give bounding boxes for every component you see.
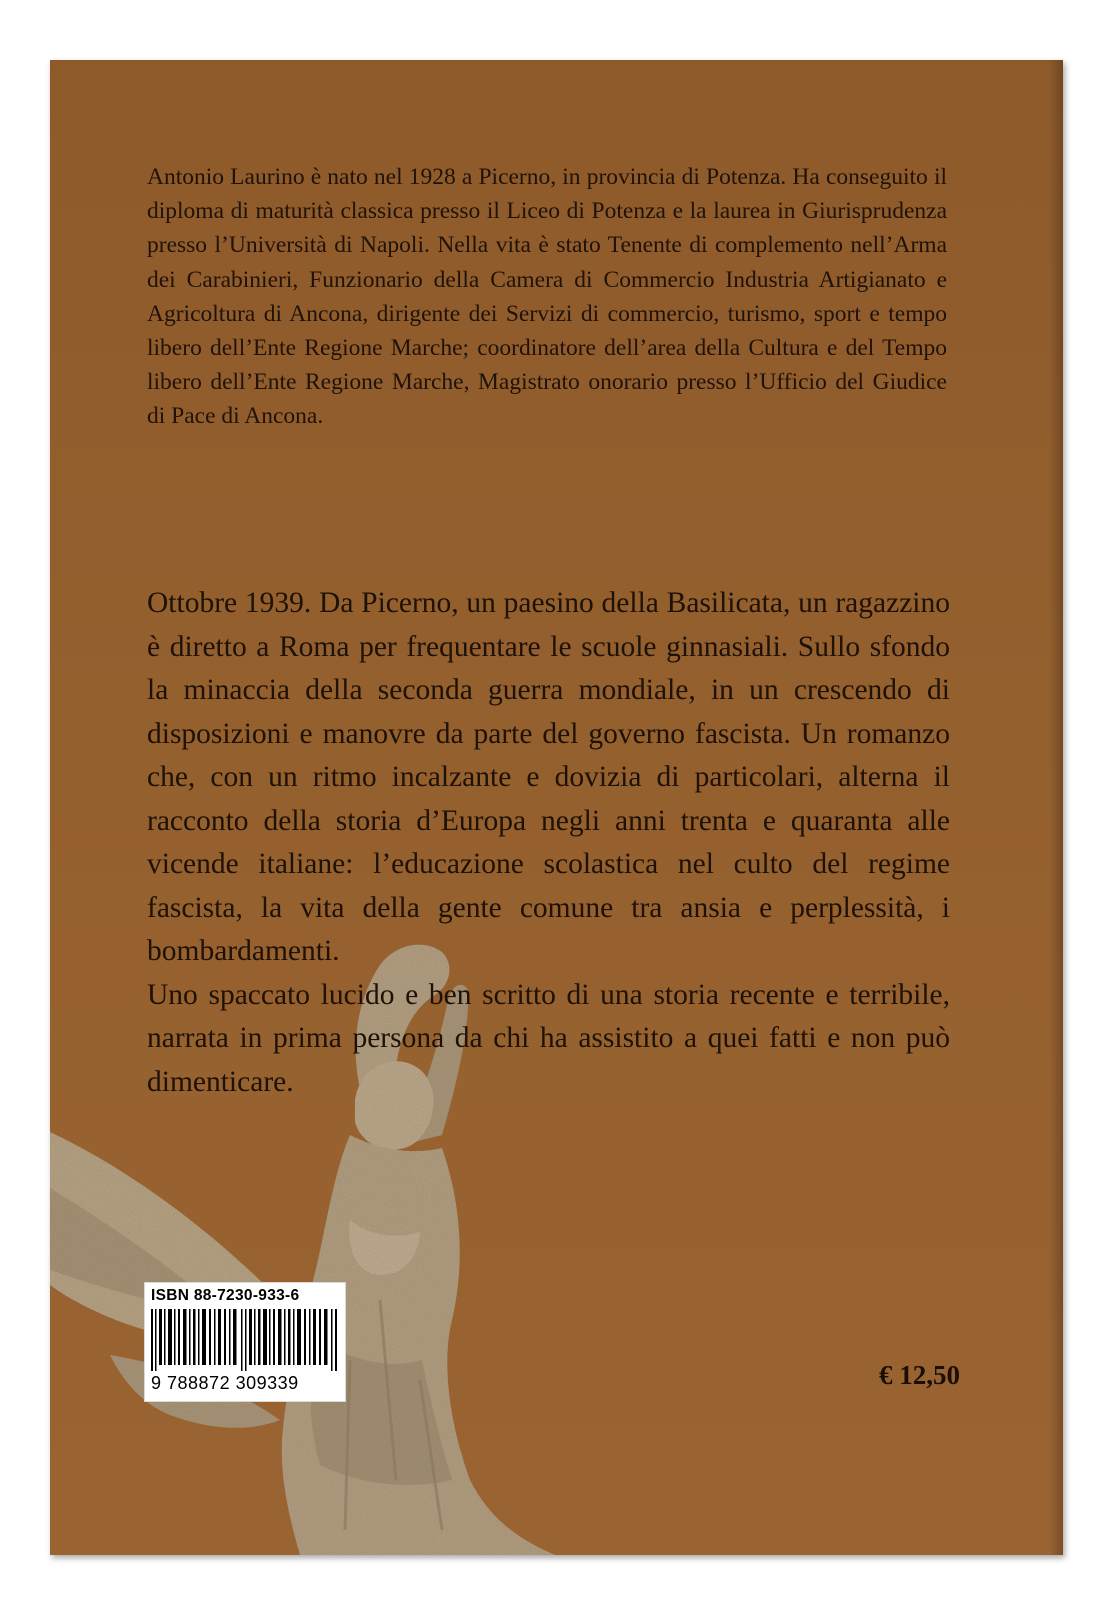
book-synopsis: [147, 582, 950, 1104]
author-biography: Antonio Laurino è nato nel 1928 a Picerno, in provincia di Potenza. Ha conseguito il diploma di maturità classica presso il Liceo di Potenza e la laurea in Giurisprudenza presso l’Università di Napoli. Nella vita è stato Tenente di complemento nell’Arma dei Carabinieri, Funzionario della Camera di Commercio Industria Artigianato e Agricoltura di Ancona, dirigente dei Servizi di commercio, turismo, sport e tempo libero dell’Ente Regione Marche; coordinatore dell’area della Cultura e del Tempo libero dell’Ente Regione Marche, Magistrato onorario presso l’Ufficio del Giudice di Pace di Ancona.: [147, 164, 947, 430]
isbn-number: ISBN 88-7230-933-6: [151, 1287, 300, 1304]
back-cover: [50, 60, 1063, 1555]
synopsis-paragraph-2: Uno spaccato lucido e ben scritto di una storia recente e terribile, narrata in prima persona da chi ha assistito a quei fatti e non può dimenticare.: [147, 978, 950, 1098]
barcode-digits: 9 788872 309339: [151, 1373, 299, 1393]
barcode-icon: [149, 1309, 341, 1371]
synopsis-paragraph-1: Ottobre 1939. Da Picerno, un paesino della Basilicata, un ragazzino è diretto a Roma per frequentare le scuole ginnasiali. Sullo sfondo la minaccia della seconda guerra mondiale, in un crescendo di disposizioni e manovre da parte del governo fascista. Un romanzo che, con un ritmo incalzante e dovizia di particolari, alterna il racconto della storia d’Europa negli anni trenta e quaranta alle vicende italiane: l’educazione scolastica nel culto del regime fascista, la vita della gente comune tra ansia e perplessità, i bombardamenti.: [147, 587, 950, 967]
price-label: € 12,50: [879, 1360, 960, 1390]
isbn-barcode-label: [144, 1282, 346, 1402]
